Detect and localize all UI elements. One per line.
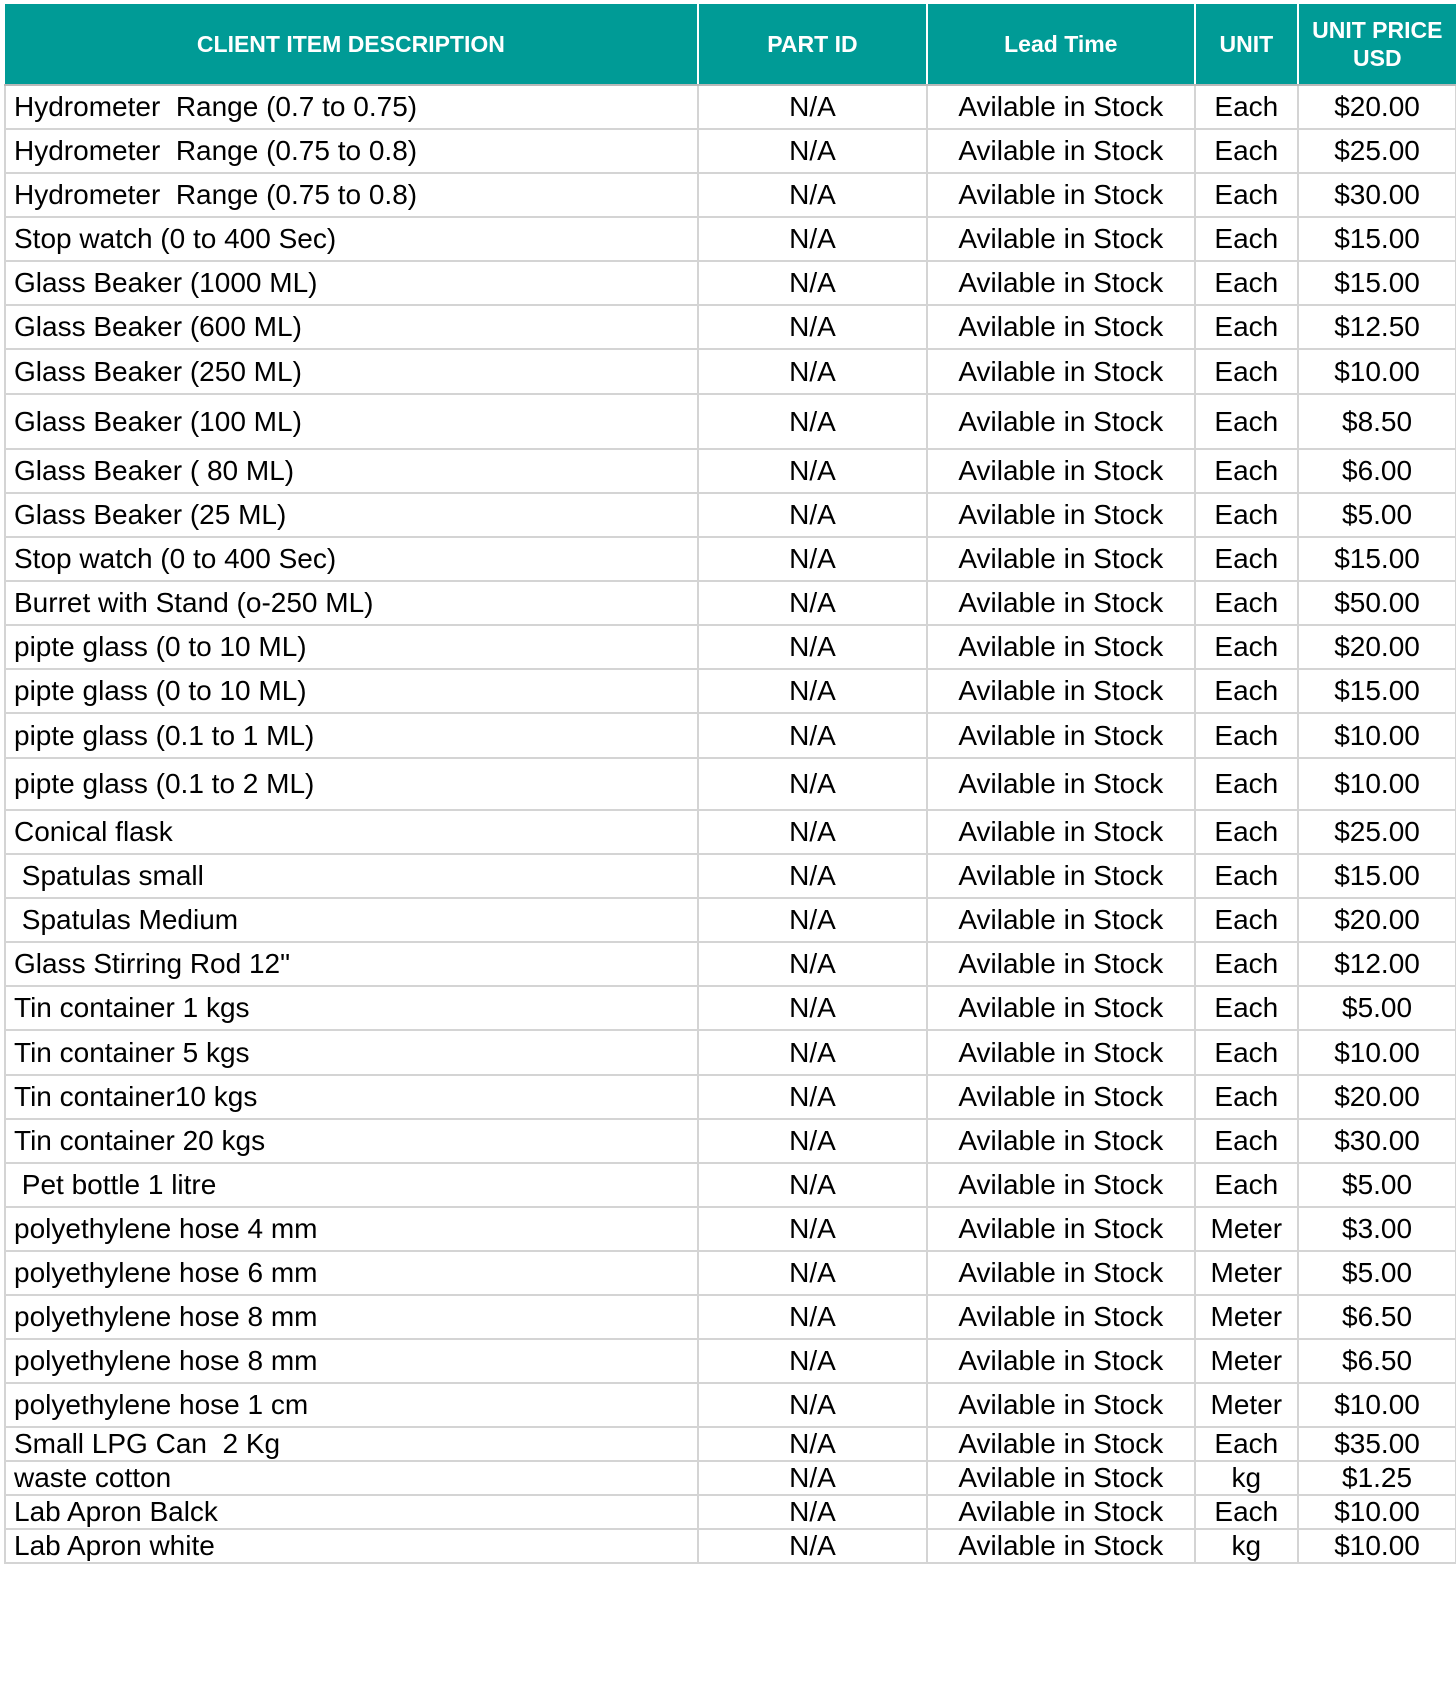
cell-part-id[interactable]: N/A	[698, 625, 927, 669]
cell-lead-time[interactable]: Avilable in Stock	[927, 349, 1194, 394]
cell-unit[interactable]: Each	[1195, 810, 1299, 854]
table-row	[5, 713, 1456, 758]
table-row	[5, 173, 1456, 217]
cell-item-description[interactable]: Glass Beaker (100 ML)	[5, 394, 698, 449]
cell-unit-price[interactable]: $10.00	[1298, 1030, 1456, 1075]
price-table	[4, 4, 1456, 1564]
table-row	[5, 217, 1456, 261]
cell-lead-time[interactable]: Avilable in Stock	[927, 854, 1194, 898]
cell-item-description[interactable]: Glass Beaker (1000 ML)	[5, 261, 698, 305]
cell-lead-time[interactable]: Avilable in Stock	[927, 986, 1194, 1030]
table-row	[5, 669, 1456, 713]
cell-part-id[interactable]: N/A	[698, 1251, 927, 1295]
cell-part-id[interactable]: N/A	[698, 986, 927, 1030]
cell-part-id[interactable]: N/A	[698, 217, 927, 261]
cell-lead-time[interactable]: Avilable in Stock	[927, 942, 1194, 986]
table-row	[5, 349, 1456, 394]
cell-unit-price[interactable]: $12.00	[1298, 942, 1456, 986]
cell-lead-time[interactable]: Avilable in Stock	[927, 1461, 1194, 1495]
cell-part-id[interactable]: N/A	[698, 581, 927, 625]
cell-part-id[interactable]: N/A	[698, 305, 927, 349]
cell-item-description[interactable]: Small LPG Can 2 Kg	[5, 1427, 698, 1461]
table-row	[5, 449, 1456, 493]
cell-unit[interactable]: Each	[1195, 349, 1299, 394]
cell-unit-price[interactable]: $20.00	[1298, 85, 1456, 129]
cell-item-description[interactable]: Glass Beaker (600 ML)	[5, 305, 698, 349]
table-row	[5, 758, 1456, 810]
cell-unit[interactable]: Each	[1195, 173, 1299, 217]
cell-part-id[interactable]: N/A	[698, 1339, 927, 1383]
cell-unit[interactable]: Each	[1195, 305, 1299, 349]
cell-lead-time[interactable]: Avilable in Stock	[927, 898, 1194, 942]
cell-unit-price[interactable]: $10.00	[1298, 713, 1456, 758]
cell-part-id[interactable]: N/A	[698, 854, 927, 898]
cell-unit[interactable]: Each	[1195, 217, 1299, 261]
cell-part-id[interactable]: N/A	[698, 537, 927, 581]
cell-unit-price[interactable]: $25.00	[1298, 810, 1456, 854]
cell-part-id[interactable]: N/A	[698, 1529, 927, 1563]
cell-unit-price[interactable]: $30.00	[1298, 1119, 1456, 1163]
cell-item-description[interactable]: polyethylene hose 8 mm	[5, 1339, 698, 1383]
cell-part-id[interactable]: N/A	[698, 810, 927, 854]
cell-unit[interactable]: Each	[1195, 669, 1299, 713]
cell-part-id[interactable]: N/A	[698, 449, 927, 493]
cell-unit[interactable]: Each	[1195, 898, 1299, 942]
cell-part-id[interactable]: N/A	[698, 669, 927, 713]
cell-unit-price[interactable]: $15.00	[1298, 669, 1456, 713]
cell-unit[interactable]: Meter	[1195, 1295, 1299, 1339]
cell-unit[interactable]: Meter	[1195, 1383, 1299, 1427]
cell-item-description[interactable]: Pet bottle 1 litre	[5, 1163, 698, 1207]
cell-unit-price[interactable]: $20.00	[1298, 1075, 1456, 1119]
table-row	[5, 1163, 1456, 1207]
cell-unit-price[interactable]: $50.00	[1298, 581, 1456, 625]
cell-lead-time[interactable]: Avilable in Stock	[927, 1030, 1194, 1075]
table-row	[5, 129, 1456, 173]
cell-lead-time[interactable]: Avilable in Stock	[927, 1295, 1194, 1339]
table-row	[5, 261, 1456, 305]
cell-lead-time[interactable]: Avilable in Stock	[927, 537, 1194, 581]
table-row	[5, 942, 1456, 986]
cell-lead-time[interactable]: Avilable in Stock	[927, 1163, 1194, 1207]
cell-item-description[interactable]: polyethylene hose 4 mm	[5, 1207, 698, 1251]
cell-unit[interactable]: Each	[1195, 129, 1299, 173]
cell-part-id[interactable]: N/A	[698, 1461, 927, 1495]
cell-unit-price[interactable]: $10.00	[1298, 1383, 1456, 1427]
table-row	[5, 1461, 1456, 1495]
cell-lead-time[interactable]: Avilable in Stock	[927, 1495, 1194, 1529]
table-row	[5, 1119, 1456, 1163]
cell-unit[interactable]: Meter	[1195, 1339, 1299, 1383]
cell-lead-time[interactable]: Avilable in Stock	[927, 1119, 1194, 1163]
header-description[interactable]: CLIENT ITEM DESCRIPTION	[5, 4, 698, 85]
cell-unit-price[interactable]: $5.00	[1298, 1251, 1456, 1295]
cell-lead-time[interactable]: Avilable in Stock	[927, 305, 1194, 349]
cell-unit[interactable]: Each	[1195, 261, 1299, 305]
table-row	[5, 1030, 1456, 1075]
cell-unit-price[interactable]: $20.00	[1298, 898, 1456, 942]
header-row	[5, 4, 1456, 85]
cell-item-description[interactable]: Glass Stirring Rod 12"	[5, 942, 698, 986]
header-unit[interactable]: UNIT	[1195, 4, 1299, 85]
cell-part-id[interactable]: N/A	[698, 349, 927, 394]
cell-unit[interactable]: Each	[1195, 1495, 1299, 1529]
cell-unit[interactable]: kg	[1195, 1529, 1299, 1563]
cell-unit[interactable]: Each	[1195, 625, 1299, 669]
cell-unit-price[interactable]: $15.00	[1298, 537, 1456, 581]
cell-item-description[interactable]: Glass Beaker (250 ML)	[5, 349, 698, 394]
cell-lead-time[interactable]: Avilable in Stock	[927, 669, 1194, 713]
cell-unit[interactable]: Each	[1195, 493, 1299, 537]
cell-unit[interactable]: Each	[1195, 854, 1299, 898]
table-row	[5, 85, 1456, 129]
table-row	[5, 986, 1456, 1030]
cell-lead-time[interactable]: Avilable in Stock	[927, 1529, 1194, 1563]
cell-part-id[interactable]: N/A	[698, 85, 927, 129]
cell-item-description[interactable]: polyethylene hose 6 mm	[5, 1251, 698, 1295]
cell-unit[interactable]: Each	[1195, 449, 1299, 493]
cell-part-id[interactable]: N/A	[698, 1383, 927, 1427]
cell-unit-price[interactable]: $10.00	[1298, 349, 1456, 394]
cell-part-id[interactable]: N/A	[698, 758, 927, 810]
cell-unit-price[interactable]: $20.00	[1298, 625, 1456, 669]
cell-part-id[interactable]: N/A	[698, 713, 927, 758]
cell-part-id[interactable]: N/A	[698, 129, 927, 173]
cell-item-description[interactable]: Tin container10 kgs	[5, 1075, 698, 1119]
cell-unit[interactable]: Each	[1195, 713, 1299, 758]
cell-item-description[interactable]: Stop watch (0 to 400 Sec)	[5, 537, 698, 581]
cell-item-description[interactable]: Tin container 1 kgs	[5, 986, 698, 1030]
cell-lead-time[interactable]: Avilable in Stock	[927, 1207, 1194, 1251]
table-body	[5, 85, 1456, 1563]
cell-unit-price[interactable]: $6.50	[1298, 1339, 1456, 1383]
cell-unit[interactable]: Each	[1195, 1427, 1299, 1461]
cell-lead-time[interactable]: Avilable in Stock	[927, 173, 1194, 217]
cell-unit-price[interactable]: $8.50	[1298, 394, 1456, 449]
cell-unit[interactable]: Meter	[1195, 1251, 1299, 1295]
cell-unit[interactable]: Each	[1195, 581, 1299, 625]
cell-unit[interactable]: Each	[1195, 986, 1299, 1030]
cell-lead-time[interactable]: Avilable in Stock	[927, 217, 1194, 261]
cell-lead-time[interactable]: Avilable in Stock	[927, 449, 1194, 493]
table-row	[5, 581, 1456, 625]
cell-unit-price[interactable]: $3.00	[1298, 1207, 1456, 1251]
cell-unit[interactable]: Each	[1195, 1075, 1299, 1119]
cell-lead-time[interactable]: Avilable in Stock	[927, 581, 1194, 625]
cell-item-description[interactable]: Tin container 20 kgs	[5, 1119, 698, 1163]
cell-unit-price[interactable]: $10.00	[1298, 1495, 1456, 1529]
cell-unit-price[interactable]: $35.00	[1298, 1427, 1456, 1461]
header-lead-time[interactable]: Lead Time	[927, 4, 1194, 85]
cell-item-description[interactable]: pipte glass (0 to 10 ML)	[5, 669, 698, 713]
cell-item-description[interactable]: Hydrometer Range (0.7 to 0.75)	[5, 85, 698, 129]
table-row	[5, 1427, 1456, 1461]
cell-lead-time[interactable]: Avilable in Stock	[927, 493, 1194, 537]
cell-part-id[interactable]: N/A	[698, 898, 927, 942]
cell-item-description[interactable]: polyethylene hose 1 cm	[5, 1383, 698, 1427]
table-row	[5, 1207, 1456, 1251]
cell-lead-time[interactable]: Avilable in Stock	[927, 1427, 1194, 1461]
cell-part-id[interactable]: N/A	[698, 261, 927, 305]
cell-unit-price[interactable]: $5.00	[1298, 1163, 1456, 1207]
cell-part-id[interactable]: N/A	[698, 1207, 927, 1251]
cell-unit[interactable]: Each	[1195, 85, 1299, 129]
cell-unit-price[interactable]: $6.00	[1298, 449, 1456, 493]
cell-unit-price[interactable]: $15.00	[1298, 261, 1456, 305]
cell-unit[interactable]: Each	[1195, 1119, 1299, 1163]
cell-item-description[interactable]: Glass Beaker ( 80 ML)	[5, 449, 698, 493]
table-row	[5, 1075, 1456, 1119]
table-row	[5, 394, 1456, 449]
cell-unit[interactable]: Each	[1195, 1163, 1299, 1207]
cell-lead-time[interactable]: Avilable in Stock	[927, 810, 1194, 854]
cell-lead-time[interactable]: Avilable in Stock	[927, 394, 1194, 449]
header-unit-price[interactable]: UNIT PRICE USD	[1298, 4, 1456, 85]
cell-part-id[interactable]: N/A	[698, 173, 927, 217]
cell-part-id[interactable]: N/A	[698, 1119, 927, 1163]
header-part-id[interactable]: PART ID	[698, 4, 927, 85]
table-row	[5, 305, 1456, 349]
cell-item-description[interactable]: Burret with Stand (o-250 ML)	[5, 581, 698, 625]
cell-unit-price[interactable]: $10.00	[1298, 1529, 1456, 1563]
table-row	[5, 1383, 1456, 1427]
cell-unit-price[interactable]: $1.25	[1298, 1461, 1456, 1495]
cell-lead-time[interactable]: Avilable in Stock	[927, 1075, 1194, 1119]
cell-unit-price[interactable]: $10.00	[1298, 758, 1456, 810]
cell-unit[interactable]: Each	[1195, 537, 1299, 581]
cell-item-description[interactable]: Stop watch (0 to 400 Sec)	[5, 217, 698, 261]
cell-lead-time[interactable]: Avilable in Stock	[927, 261, 1194, 305]
cell-lead-time[interactable]: Avilable in Stock	[927, 625, 1194, 669]
cell-item-description[interactable]: polyethylene hose 8 mm	[5, 1295, 698, 1339]
cell-lead-time[interactable]: Avilable in Stock	[927, 129, 1194, 173]
cell-unit[interactable]: Meter	[1195, 1207, 1299, 1251]
cell-unit-price[interactable]: $5.00	[1298, 986, 1456, 1030]
cell-lead-time[interactable]: Avilable in Stock	[927, 713, 1194, 758]
table-row	[5, 810, 1456, 854]
cell-unit-price[interactable]: $30.00	[1298, 173, 1456, 217]
cell-item-description[interactable]: pipte glass (0.1 to 1 ML)	[5, 713, 698, 758]
cell-unit-price[interactable]: $25.00	[1298, 129, 1456, 173]
cell-unit-price[interactable]: $5.00	[1298, 493, 1456, 537]
cell-item-description[interactable]: Hydrometer Range (0.75 to 0.8)	[5, 173, 698, 217]
cell-lead-time[interactable]: Avilable in Stock	[927, 758, 1194, 810]
cell-unit[interactable]: Each	[1195, 758, 1299, 810]
cell-lead-time[interactable]: Avilable in Stock	[927, 1383, 1194, 1427]
cell-part-id[interactable]: N/A	[698, 1495, 927, 1529]
table-row	[5, 1529, 1456, 1563]
table-row	[5, 898, 1456, 942]
table-row	[5, 537, 1456, 581]
cell-part-id[interactable]: N/A	[698, 942, 927, 986]
cell-item-description[interactable]: Glass Beaker (25 ML)	[5, 493, 698, 537]
table-row	[5, 1495, 1456, 1529]
cell-item-description[interactable]: Conical flask	[5, 810, 698, 854]
cell-part-id[interactable]: N/A	[698, 1075, 927, 1119]
cell-part-id[interactable]: N/A	[698, 1030, 927, 1075]
cell-unit[interactable]: Each	[1195, 1030, 1299, 1075]
cell-unit-price[interactable]: $12.50	[1298, 305, 1456, 349]
cell-lead-time[interactable]: Avilable in Stock	[927, 1339, 1194, 1383]
table-row	[5, 1295, 1456, 1339]
cell-part-id[interactable]: N/A	[698, 1295, 927, 1339]
cell-lead-time[interactable]: Avilable in Stock	[927, 85, 1194, 129]
cell-item-description[interactable]: pipte glass (0 to 10 ML)	[5, 625, 698, 669]
cell-unit[interactable]: kg	[1195, 1461, 1299, 1495]
cell-part-id[interactable]: N/A	[698, 1163, 927, 1207]
table-row	[5, 493, 1456, 537]
cell-item-description[interactable]: waste cotton	[5, 1461, 698, 1495]
cell-item-description[interactable]: Spatulas Medium	[5, 898, 698, 942]
cell-item-description[interactable]: Hydrometer Range (0.75 to 0.8)	[5, 129, 698, 173]
cell-item-description[interactable]: Lab Apron Balck	[5, 1495, 698, 1529]
cell-item-description[interactable]: Tin container 5 kgs	[5, 1030, 698, 1075]
cell-unit-price[interactable]: $15.00	[1298, 854, 1456, 898]
cell-unit[interactable]: Each	[1195, 942, 1299, 986]
cell-unit-price[interactable]: $6.50	[1298, 1295, 1456, 1339]
table-row	[5, 625, 1456, 669]
table-row	[5, 1251, 1456, 1295]
cell-item-description[interactable]: Lab Apron white	[5, 1529, 698, 1563]
cell-item-description[interactable]: pipte glass (0.1 to 2 ML)	[5, 758, 698, 810]
cell-unit[interactable]: Each	[1195, 394, 1299, 449]
table-row	[5, 854, 1456, 898]
table-row	[5, 1339, 1456, 1383]
cell-lead-time[interactable]: Avilable in Stock	[927, 1251, 1194, 1295]
cell-part-id[interactable]: N/A	[698, 394, 927, 449]
cell-part-id[interactable]: N/A	[698, 493, 927, 537]
cell-part-id[interactable]: N/A	[698, 1427, 927, 1461]
cell-item-description[interactable]: Spatulas small	[5, 854, 698, 898]
price-list-sheet	[4, 4, 1456, 1564]
cell-unit-price[interactable]: $15.00	[1298, 217, 1456, 261]
